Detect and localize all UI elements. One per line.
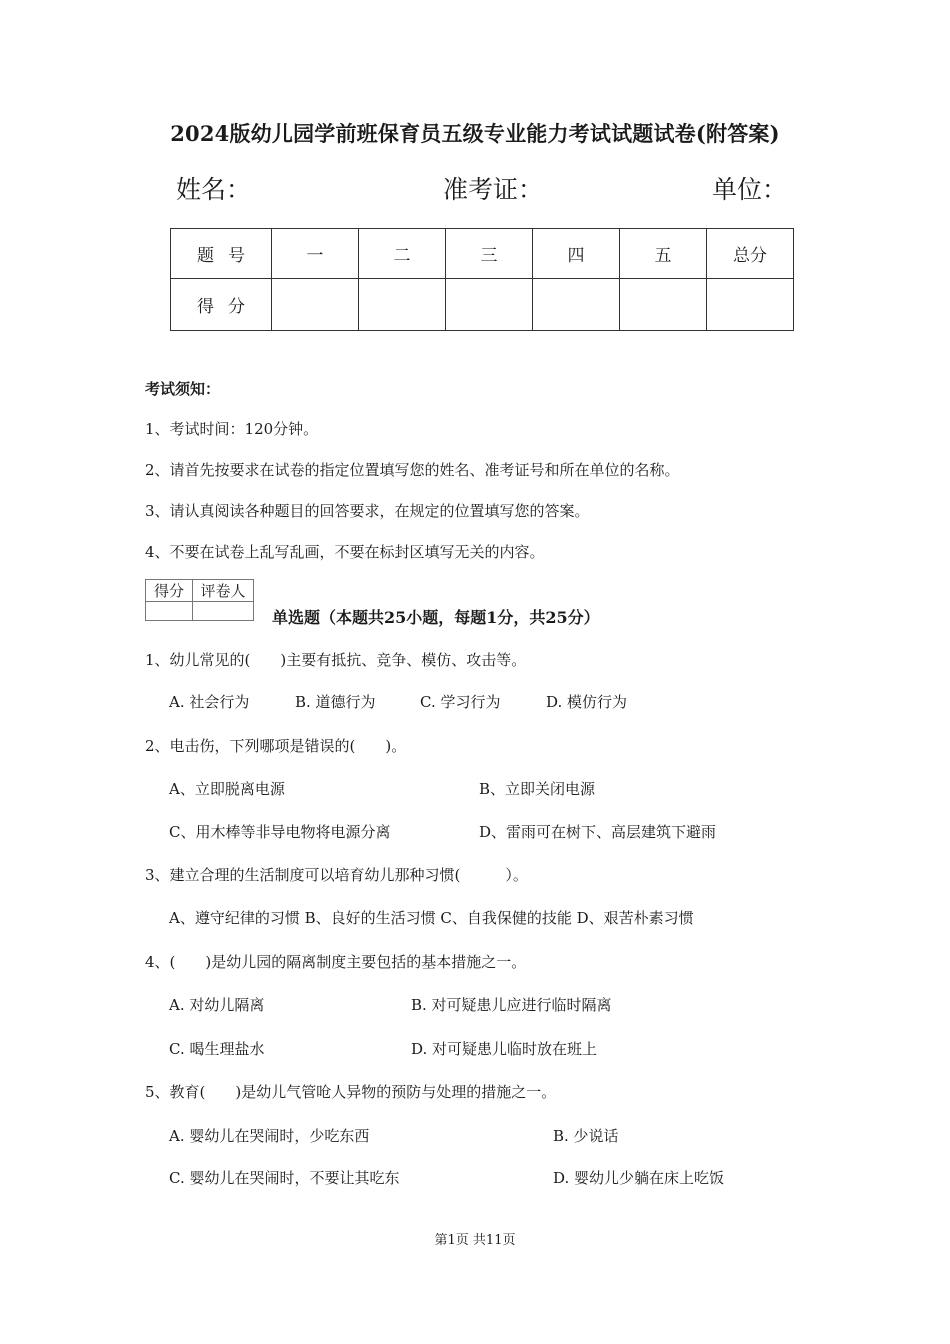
notice-item: 2、请首先按要求在试卷的指定位置填写您的姓名、准考证号和所在单位的名称。 [145, 461, 680, 479]
notice-item: 3、请认真阅读各种题目的回答要求，在规定的位置填写您的答案。 [145, 502, 590, 520]
option: B. 道德行为 [295, 693, 376, 711]
score-input-cell[interactable] [533, 279, 620, 331]
option: D. 对可疑患儿临时放在班上 [411, 1040, 598, 1058]
score-table-cell: 题号 [171, 229, 272, 279]
option: A、立即脱离电源 [169, 780, 285, 798]
score-table [170, 228, 794, 331]
score-table-cell: 三 [446, 229, 533, 279]
option: D. 模仿行为 [546, 693, 628, 711]
grader-name-label: 评卷人 [193, 580, 254, 602]
option: C. 学习行为 [420, 693, 501, 711]
score-input-cell[interactable] [272, 279, 359, 331]
option: C. 婴幼儿在哭闹时，不要让其吃东 [169, 1169, 400, 1187]
section-heading: 单选题（本题共25小题，每题1分，共25分） [272, 608, 600, 627]
option: B. 少说话 [553, 1127, 619, 1145]
grader-score-label: 得分 [146, 580, 193, 602]
question-stem: 5、教育( )是幼儿气管呛人异物的预防与处理的措施之一。 [145, 1083, 557, 1101]
page-title: 2024版幼儿园学前班保育员五级专业能力考试试题试卷(附答案) [170, 121, 780, 146]
grader-name-cell[interactable] [193, 602, 254, 621]
question-stem: 1、幼儿常见的( )主要有抵抗、竞争、模仿、攻击等。 [145, 651, 527, 669]
score-table-cell: 五 [620, 229, 707, 279]
score-table-cell: 二 [359, 229, 446, 279]
page-footer: 第1页 共11页 [434, 1233, 516, 1248]
option: B. 对可疑患儿应进行临时隔离 [411, 996, 612, 1014]
grader-box [145, 579, 254, 621]
option: D、雷雨可在树下、高层建筑下避雨 [479, 823, 717, 841]
option: C、用木棒等非导电物将电源分离 [169, 823, 391, 841]
option: C. 喝生理盐水 [169, 1040, 265, 1058]
score-input-cell[interactable] [620, 279, 707, 331]
score-table-cell: 总分 [707, 229, 794, 279]
score-input-cell[interactable] [446, 279, 533, 331]
notice-item: 1、考试时间：120分钟。 [145, 420, 319, 438]
score-table-score-row [171, 279, 794, 331]
exam-id-label: 准考证： [443, 175, 544, 204]
notice-heading: 考试须知： [145, 380, 221, 398]
grader-score-cell[interactable] [146, 602, 193, 621]
question-stem: 2、电击伤，下列哪项是错误的( )。 [145, 737, 407, 755]
notice-item: 4、不要在试卷上乱写乱画，不要在标封区填写无关的内容。 [145, 543, 545, 561]
score-table-cell: 一 [272, 229, 359, 279]
score-input-cell[interactable] [707, 279, 794, 331]
unit-label: 单位： [712, 175, 788, 204]
score-row-label: 得分 [171, 279, 272, 331]
option: A. 婴幼儿在哭闹时，少吃东西 [169, 1127, 370, 1145]
score-table-header-row [171, 229, 794, 279]
option: A. 对幼儿隔离 [169, 996, 265, 1014]
score-table-cell: 四 [533, 229, 620, 279]
question-stem: 3、建立合理的生活制度可以培育幼儿那种习惯( ）。 [145, 866, 528, 884]
option: B、立即关闭电源 [479, 780, 596, 798]
question-stem: 4、( )是幼儿园的隔离制度主要包括的基本措施之一。 [145, 953, 527, 971]
name-label: 姓名： [176, 175, 252, 204]
option: D. 婴幼儿少躺在床上吃饭 [553, 1169, 725, 1187]
option: A. 社会行为 [169, 693, 250, 711]
option: A、遵守纪律的习惯 B、良好的生活习惯 C、自我保健的技能 D、艰苦朴素习惯 [169, 909, 694, 927]
score-input-cell[interactable] [359, 279, 446, 331]
